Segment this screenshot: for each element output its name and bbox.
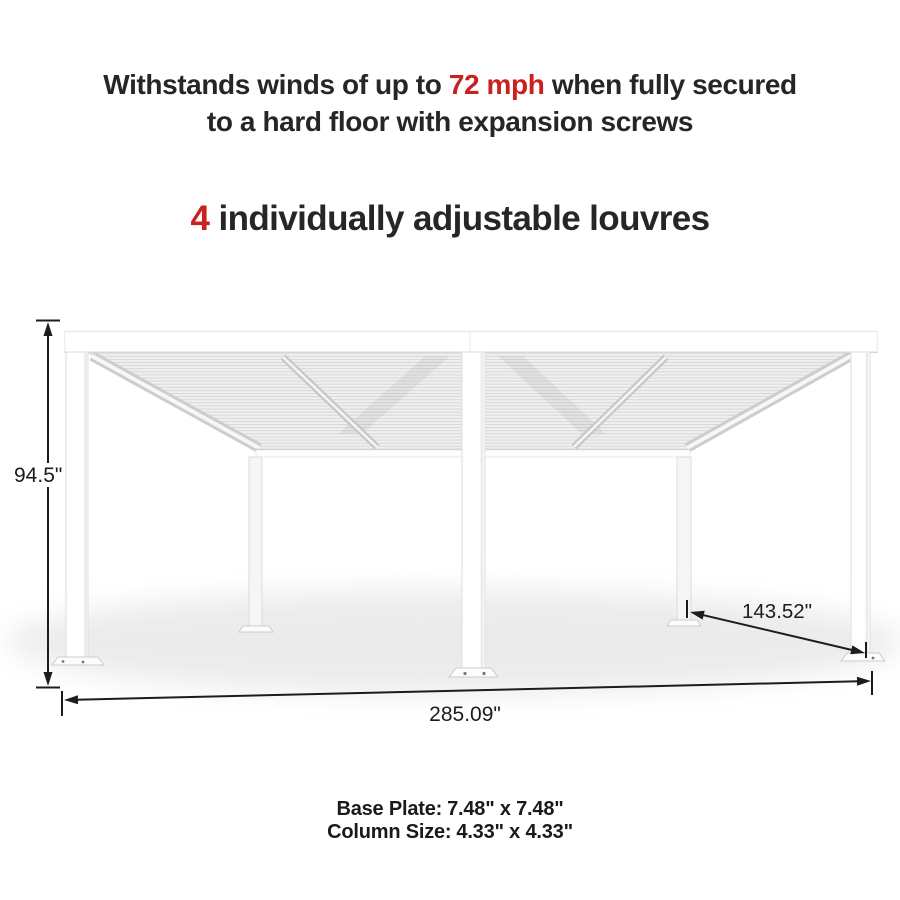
louvre-count-highlight: 4 xyxy=(190,199,210,238)
height-dim-arrow-down xyxy=(44,672,53,686)
wind-rating-line2: to a hard floor with expansion screws xyxy=(206,106,694,137)
louvre-heading xyxy=(0,199,900,239)
wind-rating-heading xyxy=(0,66,900,140)
column-size-label: Column Size: xyxy=(327,821,452,843)
width-dim-arrow-left xyxy=(64,695,78,704)
front-center-base-plate xyxy=(449,668,498,677)
wind-line1-pre: Withstands winds of up to xyxy=(103,69,449,100)
back-left-base-plate xyxy=(239,626,273,632)
column-size-value: 4.33" x 4.33" xyxy=(456,821,573,843)
width-dim-arrow-right xyxy=(857,677,871,686)
pergola-dimension-drawing xyxy=(0,300,900,770)
spec-text-block xyxy=(0,798,900,844)
back-right-base-plate xyxy=(667,620,701,626)
base-plate-value: 7.48" x 7.48" xyxy=(447,798,564,820)
column-size-spec xyxy=(0,821,900,844)
front-right-base-plate xyxy=(841,653,885,661)
back-left-column xyxy=(249,457,262,627)
wind-speed-highlight: 72 mph xyxy=(448,69,545,100)
louvre-heading-text: individually adjustable louvres xyxy=(209,199,710,238)
width-dimension-label: 285.09" xyxy=(429,703,501,726)
base-plate-spec xyxy=(0,798,900,821)
wind-rating-line1 xyxy=(0,66,900,103)
height-dim-arrow-up xyxy=(44,322,53,336)
front-left-base-plate xyxy=(52,657,104,665)
depth-dimension-label: 143.52" xyxy=(742,600,812,623)
front-beam xyxy=(64,331,878,353)
height-dimension-label: 94.5" xyxy=(14,464,63,487)
base-plate-label: Base Plate: xyxy=(336,798,443,820)
front-beam-face xyxy=(64,331,878,353)
back-right-column xyxy=(677,457,691,621)
wind-line1-post: when fully secured xyxy=(544,69,797,100)
